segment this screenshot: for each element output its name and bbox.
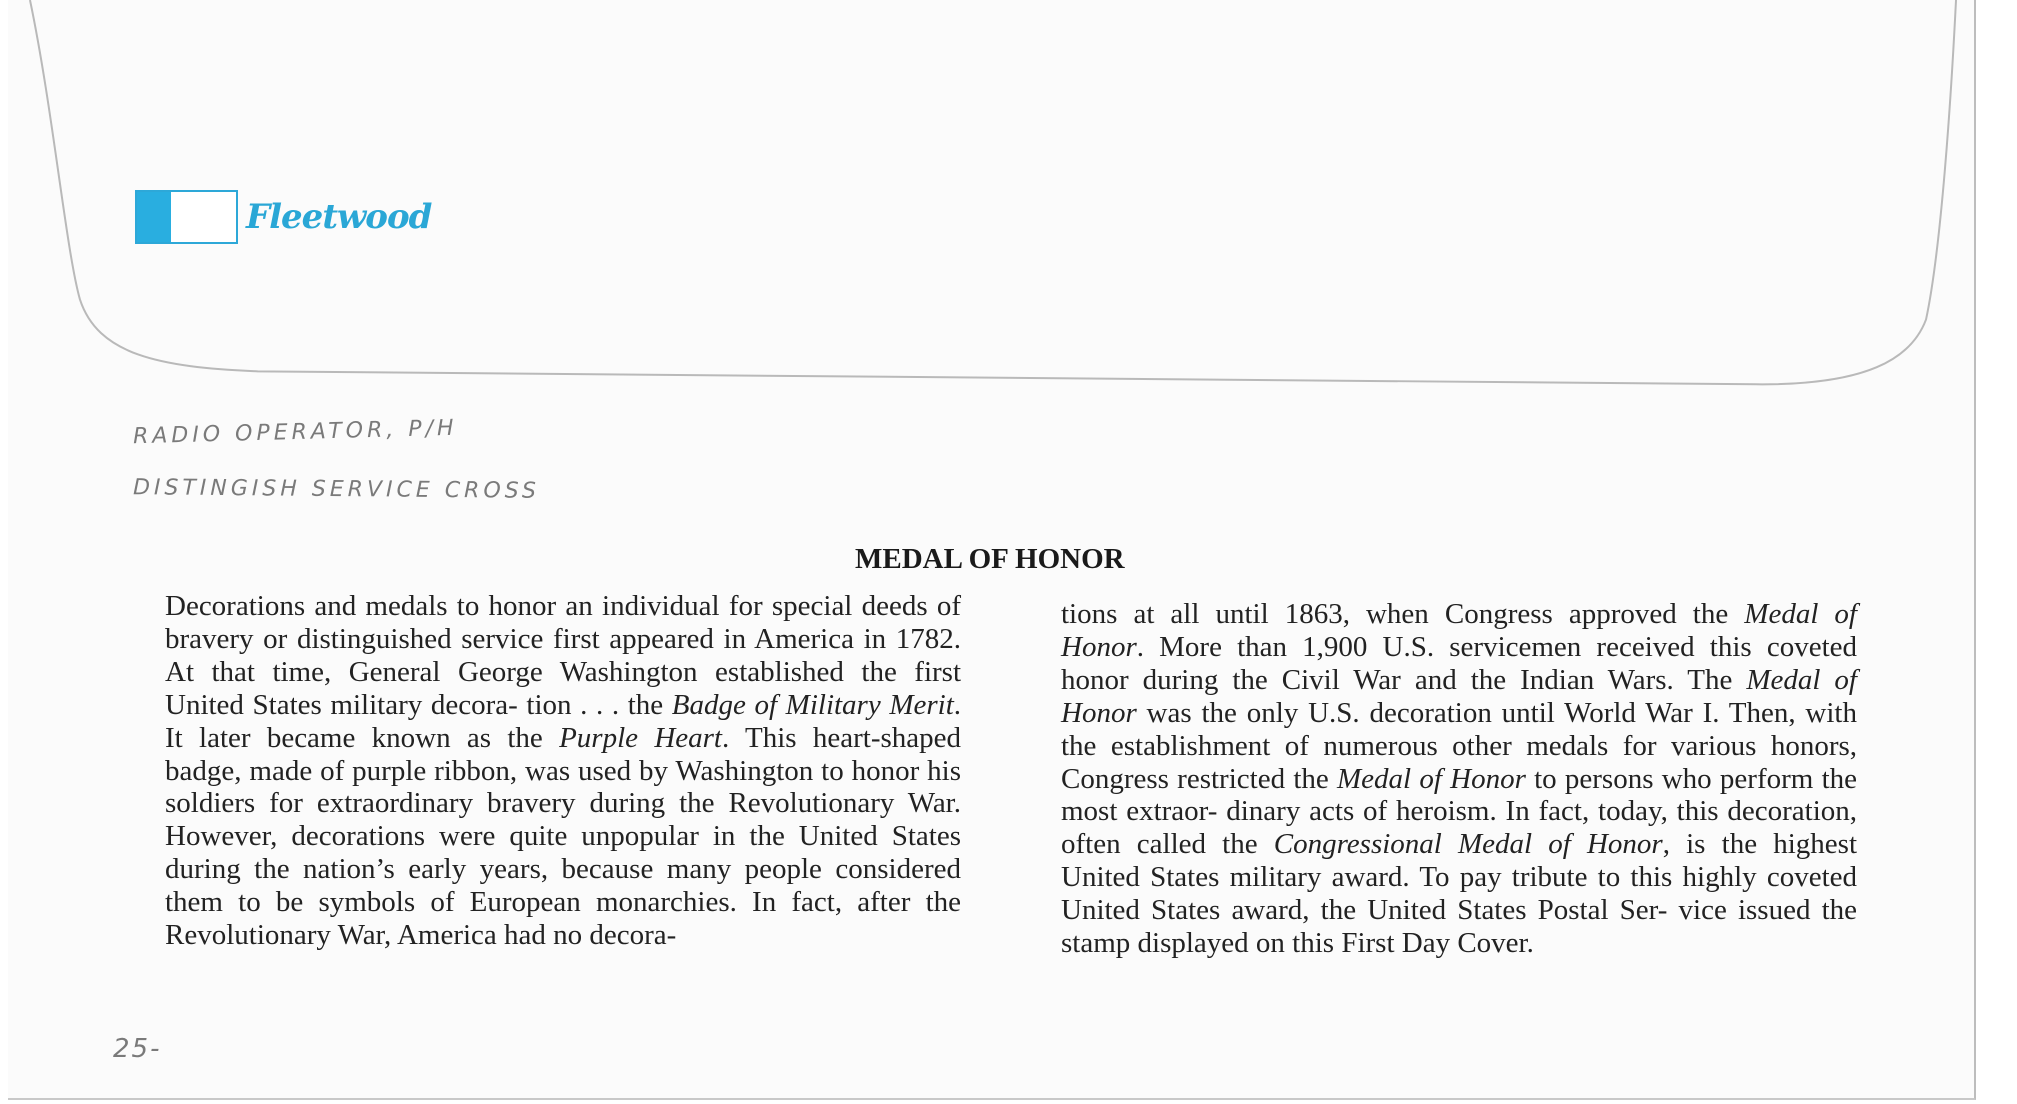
- purple-heart: Purple Heart: [559, 721, 722, 754]
- handwritten-note-price: 25-: [113, 1034, 162, 1064]
- article-paragraph: Decorations and medals to honor an individual for special deeds of bravery or distinguished service first appeared in America in 1782. At that time, General George Washington established the first United States military decora- tion . . . the Badge of Military Merit. It later became known as the Purple Heart. This heart-shaped badge, made of purple ribbon, was used by Washington to honor his soldiers for extraordinary bravery during the Revolutionary War. However, decorations were quite unpopular in the United States during the nation’s early years, because many people considered them to be symbols of European monarchies. In fact, after the Revolutionary War, America had no decora-: [165, 590, 962, 952]
- logo-wordmark: Fleetwood: [246, 197, 432, 237]
- article-paragraph: tions at all until 1863, when Congress approved the Medal of Honor. More than 1,900 U.S. servicemen received this coveted honor during the Civil War and the Indian Wars. The Medal of Honor was the only U.S. decoration until World War I. Then, with the establishment of numerous other medals for various honors, Congress restricted the Medal of Honor to persons who perform the most extraor- dinary acts of heroism. In fact, today, this decoration, often called the Congressional Medal of Honor, is the highest United States military award. To pay tribute to this highly coveted United States award, the United States Postal Ser- vice issued the stamp displayed on this First Day Cover.: [1061, 598, 1858, 960]
- article-right-column: [1061, 598, 1857, 960]
- article-left-column: [165, 590, 961, 952]
- handwritten-note-service-cross: DISTINGISH SERVICE CROSS: [132, 475, 540, 504]
- fleetwood-logo: [135, 190, 431, 244]
- congressional-medal-of-honor: Congressional Medal of Honor: [1273, 828, 1663, 861]
- badge-of-military-merit: Badge of Military Merit: [671, 688, 954, 721]
- medal-of-honor: Medal of Honor: [1061, 598, 1857, 663]
- medal-of-honor: Medal of Honor: [1337, 762, 1526, 795]
- medal-of-honor: Medal of Honor: [1061, 663, 1857, 729]
- handwritten-note-radio-operator: RADIO OPERATOR, P/H: [132, 415, 458, 450]
- article-title: MEDAL OF HONOR: [855, 543, 1125, 575]
- logo-mark-icon: [135, 190, 238, 244]
